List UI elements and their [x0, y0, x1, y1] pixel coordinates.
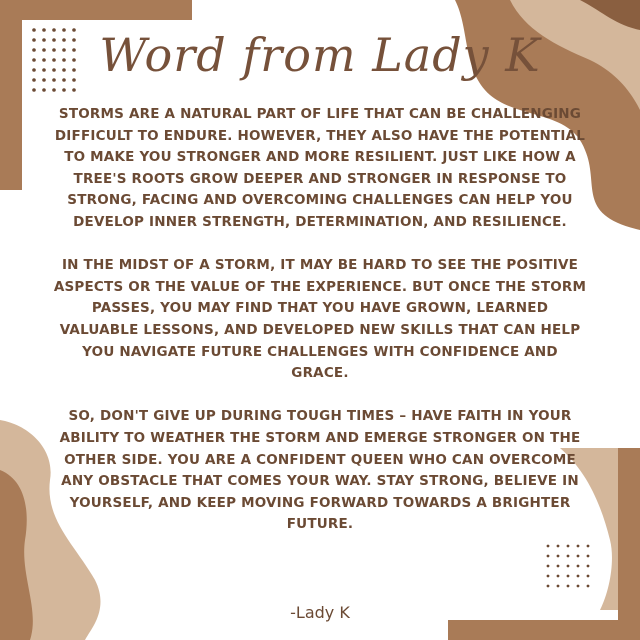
paragraph-1: STORMS ARE A NATURAL PART OF LIFE THAT CAN BE CHALLENGING DIFFICULT TO ENDURE. HOWEVER, THEY ALSO HAVE THE POTENTIAL TO MAKE YOU STRONGER AND MORE RESILIENT. JUST LIKE HOW A TREE'S ROOTS GROW DEEPER AND STRONGER IN RESPONSE TO STRONG, FACING AND OVERCOMING CHALLENGES CAN HELP YOU DEVELOP INNER STRENGTH, DETERMINATION, AND RESILIENCE.	[54, 106, 586, 230]
paragraph-3: SO, DON'T GIVE UP DURING TOUGH TIMES – HAVE FAITH IN YOUR ABILITY TO WEATHER THE STORM AND EMERGE STRONGER ON THE OTHER SIDE. YOU ARE A CONFIDENT QUEEN WHO CAN OVERCOME ANY OBSTACLE THAT COMES YOUR WAY. STAY STRONG, BELIEVE IN YOURSELF, AND KEEP MOVING FORWARD TOWARDS A BRIGHTER FUTURE.	[59, 408, 581, 533]
page-title: Word from Lady K	[99, 28, 541, 82]
message-body	[52, 104, 588, 557]
signature: -Lady K	[290, 603, 350, 622]
paragraph-2: IN THE MIDST OF A STORM, IT MAY BE HARD TO SEE THE POSITIVE ASPECTS OR THE VALUE OF THE EXPERIENCE. BUT ONCE THE STORM PASSES, YOU MAY FIND THAT YOU HAVE GROWN, LEARNED VALUABLE LESSONS, AND DEVELOPED NEW SKILLS THAT CAN HELP YOU NAVIGATE FUTURE CHALLENGES WITH CONFIDENCE AND GRACE.	[53, 257, 587, 382]
